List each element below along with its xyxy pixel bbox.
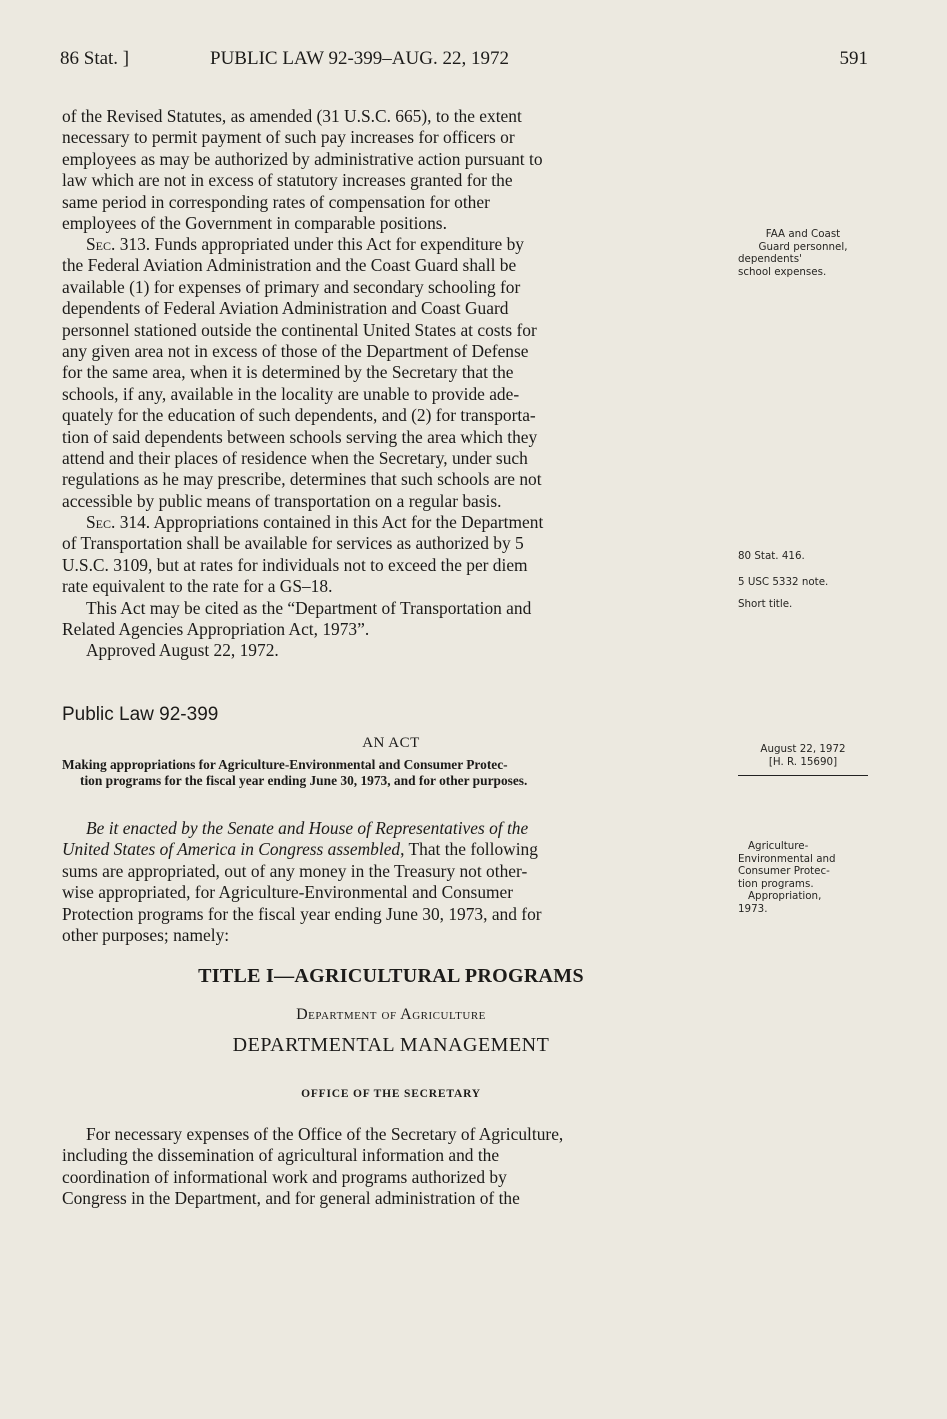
act-description bbox=[62, 757, 720, 789]
note-line: [H. R. 15690] bbox=[768, 755, 838, 768]
note-line: Guard personnel, bbox=[758, 240, 848, 253]
note-line: tion programs. bbox=[738, 877, 814, 890]
margin-rule bbox=[738, 775, 868, 776]
statute-reference: 86 Stat. ] bbox=[60, 48, 130, 69]
management-heading: DEPARTMENTAL MANAGEMENT bbox=[232, 1034, 550, 1056]
text-line: wise appropriated, for Agriculture-Environmental and Consumer bbox=[62, 882, 514, 903]
text-line: of Transportation shall be available for services as authorized by 5 bbox=[62, 533, 524, 554]
note-line: Environmental and bbox=[738, 852, 836, 865]
margin-note-usc: 5 USC 5332 note. bbox=[738, 576, 829, 588]
text-line: accessible by public means of transportation on a regular basis. bbox=[62, 490, 502, 511]
section-text: 314. Appropriations contained in this Act for the Department bbox=[115, 512, 544, 532]
description-line: tion programs for the fiscal year ending June 30, 1973, and for other purposes. bbox=[80, 773, 528, 788]
note-line: dependents' bbox=[738, 253, 802, 266]
section-314 bbox=[62, 512, 720, 662]
enacting-clause bbox=[62, 818, 720, 946]
note-line: August 22, 1972 bbox=[760, 743, 846, 755]
section-continuation bbox=[62, 106, 720, 234]
text-line: coordination of informational work and programs authorized by bbox=[62, 1166, 507, 1187]
note-line: Agriculture- bbox=[748, 840, 809, 852]
text-line: employees as may be authorized by administrative action pursuant to bbox=[62, 148, 543, 169]
text-line: of the Revised Statutes, as amended (31 U.S.C. 665), to the extent bbox=[62, 106, 522, 126]
text-line: employees of the Government in comparable positions. bbox=[62, 213, 447, 234]
note-line: 1973. bbox=[738, 902, 768, 915]
text-line: law which are not in excess of statutory increases granted for the bbox=[62, 170, 513, 191]
text-span: , That the following bbox=[400, 839, 538, 860]
text-line: schools, if any, available in the locality are unable to provide ade- bbox=[62, 383, 520, 404]
section-313 bbox=[62, 234, 720, 512]
text-line: Protection programs for the fiscal year ending June 30, 1973, and for bbox=[62, 903, 542, 924]
text-line: necessary to permit payment of such pay increases for officers or bbox=[62, 127, 515, 148]
text-line: regulations as he may prescribe, determines that such schools are not bbox=[62, 469, 542, 490]
short-title-line: This Act may be cited as the “Department of Transportation and bbox=[86, 597, 532, 618]
text-line bbox=[62, 234, 720, 255]
text-line bbox=[62, 512, 720, 533]
description-line: Making appropriations for Agriculture-Environmental and Consumer Protec- bbox=[62, 757, 508, 772]
text-line: quately for the education of such dependents, and (2) for transporta- bbox=[62, 405, 536, 426]
short-title-line: Related Agencies Appropriation Act, 1973”. bbox=[62, 619, 370, 640]
text-line: tion of said dependents between schools serving the area which they bbox=[62, 426, 538, 447]
margin-note-short-title: Short title. bbox=[738, 598, 793, 610]
text-line: Be it enacted by the Senate and House of Representatives of the bbox=[86, 818, 529, 838]
text-line: For necessary expenses of the Office of the Secretary of Agriculture, bbox=[86, 1124, 564, 1144]
text-line: rate equivalent to the rate for a GS–18. bbox=[62, 576, 333, 597]
italic-text: United States of America in Congress assembled bbox=[62, 839, 401, 860]
margin-note-agriculture bbox=[738, 840, 878, 916]
section-text: 313. Funds appropriated under this Act for expenditure by bbox=[115, 234, 524, 254]
section-label: Sec. bbox=[86, 234, 116, 254]
page-header bbox=[60, 48, 868, 76]
text-line: any given area not in excess of those of the Department of Defense bbox=[62, 341, 529, 362]
running-head: PUBLIC LAW 92-399–AUG. 22, 1972 bbox=[210, 48, 509, 69]
note-line: school expenses. bbox=[738, 265, 827, 278]
text-line: Congress in the Department, and for general administration of the bbox=[62, 1188, 520, 1209]
text-line: other purposes; namely: bbox=[62, 925, 230, 946]
text-line: available (1) for expenses of primary and secondary schooling for bbox=[62, 276, 521, 297]
an-act-heading: AN ACT bbox=[362, 735, 420, 751]
text-line bbox=[62, 839, 720, 860]
text-line: for the same area, when it is determined by the Secretary that the bbox=[62, 362, 514, 383]
margin-note-faa bbox=[738, 228, 868, 278]
department-heading: Department of Agriculture bbox=[296, 1006, 486, 1023]
text-line: sums are appropriated, out of any money in the Treasury not other- bbox=[62, 860, 528, 881]
text-line: the Federal Aviation Administration and the Coast Guard shall be bbox=[62, 255, 517, 276]
text-line: attend and their places of residence when the Secretary, under such bbox=[62, 448, 528, 469]
page-number: 591 bbox=[839, 48, 868, 69]
text-line: personnel stationed outside the continental United States at costs for bbox=[62, 319, 537, 340]
text-line: including the dissemination of agricultural information and the bbox=[62, 1145, 500, 1166]
approved-line: Approved August 22, 1972. bbox=[86, 640, 279, 661]
text-line: same period in corresponding rates of compensation for other bbox=[62, 191, 490, 212]
public-law-title: Public Law 92-399 bbox=[62, 704, 219, 725]
title-heading: TITLE I—AGRICULTURAL PROGRAMS bbox=[198, 965, 584, 987]
note-line: Consumer Protec- bbox=[738, 865, 830, 878]
margin-note-stat: 80 Stat. 416. bbox=[738, 550, 805, 562]
section-label: Sec. bbox=[86, 512, 116, 532]
final-paragraph bbox=[62, 1124, 720, 1210]
note-line: Appropriation, bbox=[748, 890, 822, 903]
text-line: U.S.C. 3109, but at rates for individuals not to exceed the per diem bbox=[62, 554, 528, 575]
margin-note-date bbox=[738, 743, 868, 768]
text-line: dependents of Federal Aviation Administration and Coast Guard bbox=[62, 298, 509, 319]
note-line: FAA and Coast bbox=[765, 228, 841, 240]
office-heading: OFFICE OF THE SECRETARY bbox=[301, 1088, 481, 1100]
